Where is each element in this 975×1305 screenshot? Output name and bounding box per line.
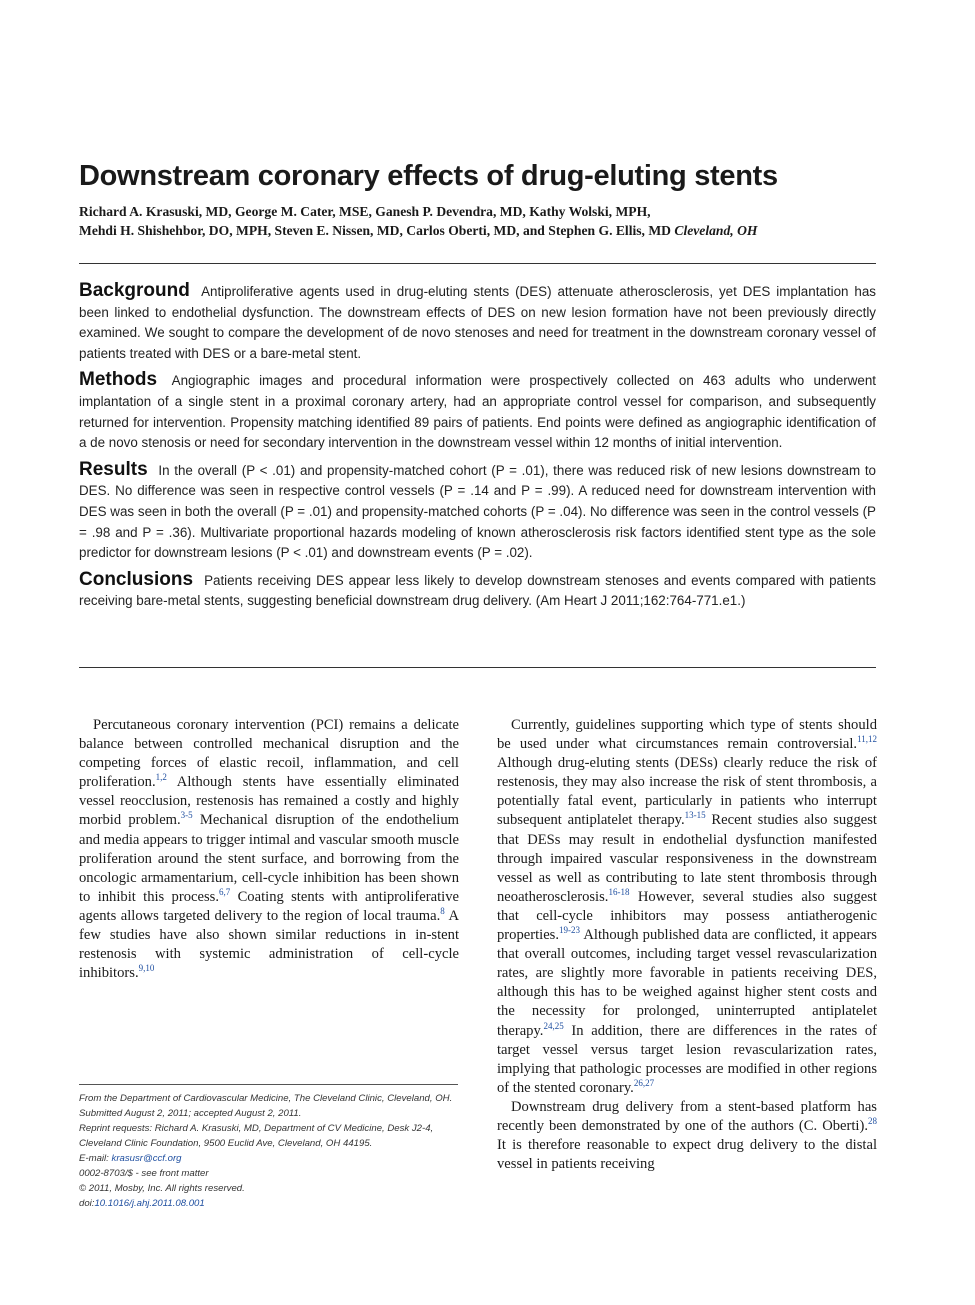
- body-text: It is therefore reasonable to expect drug delivery to the distal vessel in patients receiving: [497, 1137, 877, 1173]
- body-text: Percutaneous coronary intervention (PCI) remains a delicate balance between controlled mechanical disruption and the competing forces of elastic recoil, inflammation, and cell proliferation.: [79, 717, 459, 791]
- conclusions-text: Patients receiving DES appear less likely to develop downstream stenoses and events compared with patients receiving bare-metal stents, suggesting beneficial downstream drug delivery. (Am Heart J 2011;162:764-771.e1.): [79, 572, 876, 609]
- citation-link[interactable]: 16-18: [608, 886, 630, 897]
- results-text: In the overall (P < .01) and propensity-matched cohort (P = .01), there was reduced risk of new lesions downstream to DES. No difference was seen in respective control vessels (P = .14 and P = .99). A reduced need for downstream intervention with DES was seen in both the overall (P = .01) and propensity-matched cohorts (P = .04). No difference was seen in the control vessels (P = .98 and P = .36). Multivariate proportional hazards modeling of known atherosclerosis risk factors identified stent type as the sole predictor for downstream lesions (P < .01) and downstream events (P = .02).: [79, 462, 876, 561]
- citation-link[interactable]: 1,2: [155, 772, 167, 783]
- citation-link[interactable]: 9,10: [138, 963, 155, 974]
- methods-heading: Methods: [79, 369, 158, 391]
- affiliation-note: From the Department of Cardiovascular Medicine, The Cleveland Clinic, Cleveland, OH.: [79, 1093, 453, 1104]
- results-heading: Results: [79, 458, 148, 480]
- background-text: Antiproliferative agents used in drug-eluting stents (DES) attenuate atherosclerosis, yet DES implantation has been linked to endothelial dysfunction. The downstream effects of DES on new lesion formation have not been previously directly examined. We sought to compare the development of de novo stenoses and need for treatment in the downstream coronary vessel of patients treated with DES or a bare-metal stent.: [79, 284, 876, 361]
- doi-label: doi:: [79, 1198, 95, 1209]
- conclusions-heading: Conclusions: [79, 568, 194, 590]
- body-column-left: [79, 716, 459, 983]
- email-note: [79, 1151, 460, 1166]
- citation-link[interactable]: 6,7: [218, 886, 231, 897]
- body-text: Although published data are conflicted, it appears that overall outcomes, including target vessel revascularization rates, are slightly more favorable in patients receiving DES, although this has to be weighed against higher stent costs and the necessity for prolonged, uninterrupted antiplatelet therapy.: [497, 927, 877, 1039]
- citation-link[interactable]: 11,12: [857, 734, 877, 745]
- abstract-results: [79, 460, 876, 564]
- reprint-note: Reprint requests: Richard A. Krasuski, MD, Department of CV Medicine, Desk J2-4,: [79, 1123, 434, 1134]
- intro-paragraph-2: [497, 716, 877, 1098]
- body-column-right: [497, 716, 877, 1174]
- intro-paragraph-3: [497, 1098, 877, 1174]
- email-link[interactable]: krasusr@ccf.org: [111, 1153, 182, 1164]
- abstract-top-rule: [79, 263, 876, 264]
- authors-line-2-names: Mehdi H. Shishehbor, DO, MPH, Steven E. Nissen, MD, Carlos Oberti, MD, and Stephen G. Ellis, MD: [79, 222, 675, 238]
- body-text: Currently, guidelines supporting which type of stents should be used under what circumstances remain controversial.: [497, 717, 877, 753]
- doi-link[interactable]: 10.1016/j.ahj.2011.08.001: [94, 1198, 205, 1209]
- citation-link[interactable]: 8: [440, 906, 445, 917]
- body-text: Coating stents with antiproliferative agents allows targeted delivery to the region of local trauma.: [79, 888, 459, 924]
- issn-note: 0002-8703/$ - see front matter: [79, 1168, 209, 1179]
- doi-note: [79, 1196, 460, 1211]
- body-text: Downstream drug delivery from a stent-based platform has recently been demonstrated by one of the authors (C. Oberti).: [497, 1098, 877, 1134]
- abstract: [79, 281, 876, 618]
- body-text: In addition, there are differences in the rates of target vessel versus target lesion revascularization rates, implying that pathologic processes are modified in other regions of the stented coronary.: [497, 1022, 877, 1096]
- citation-link[interactable]: 28: [868, 1116, 877, 1127]
- authors-line-1: Richard A. Krasuski, MD, George M. Cater, MSE, Ganesh P. Devendra, MD, Kathy Wolski, MPH,: [79, 204, 651, 219]
- address-note: Cleveland Clinic Foundation, 9500 Euclid Ave, Cleveland, OH 44195.: [79, 1138, 373, 1149]
- body-text: Recent studies also suggest that DESs may result in endothelial dysfunction manifested through impaired vascular responsiveness in the downstream vessel as well as contributing to late stent thrombosis through neoatherosclerosis.: [497, 812, 877, 905]
- intro-paragraph-1: [79, 716, 459, 983]
- body-text: However, several studies also suggest that cell-cycle inhibitors may possess antiatherogenic properties.: [497, 888, 877, 944]
- abstract-background: [79, 281, 876, 364]
- body-text: A few studies have also shown similar reductions in in-stent restenosis with systemic administration of cell-cycle inhibitors.: [79, 907, 459, 982]
- authors-line-2: [79, 222, 879, 241]
- citation-link[interactable]: 13-15: [684, 810, 706, 821]
- email-label: E-mail:: [79, 1153, 112, 1164]
- abstract-bottom-rule: [79, 667, 876, 668]
- abstract-conclusions: [79, 570, 876, 612]
- body-text: Mechanical disruption of the endothelium and media appears to trigger intimal and vascular smooth muscle proliferation around the stent surface, and borrowing from the oncologic armamentarium, cell-cycle inhibition has been shown to inhibit this process.: [79, 812, 459, 905]
- citation-link[interactable]: 26,27: [633, 1077, 655, 1088]
- methods-text: Angiographic images and procedural information were prospectively collected on 463 adults who underwent implantation of a single stent in a proximal coronary artery, had an appropriate control vessel for comparison, and subsequently returned for intervention. Propensity matching identified 89 pairs of patients. End points were defined as angiographic identification of a de novo stenosis or need for secondary intervention in the downstream vessel within 12 months of initial intervention.: [79, 373, 877, 451]
- footnotes: [79, 1091, 460, 1211]
- citation-link[interactable]: 19-23: [559, 925, 581, 936]
- abstract-methods: [79, 370, 876, 453]
- footnote-rule: [79, 1084, 458, 1085]
- copyright-note: © 2011, Mosby, Inc. All rights reserved.: [79, 1183, 245, 1194]
- body-text: Although drug-eluting stents (DESs) clearly reduce the risk of restenosis, they may also increase the risk of stent thrombosis, a potentially fatal event, particularly in patients who interrupt subsequent antiplatelet therapy.: [497, 755, 877, 829]
- citation-link[interactable]: 24,25: [543, 1020, 564, 1031]
- background-heading: Background: [79, 280, 190, 301]
- article-title: Downstream coronary effects of drug-eluting stents: [79, 160, 778, 192]
- citation-link[interactable]: 3-5: [180, 810, 193, 821]
- author-location: Cleveland, OH: [674, 222, 758, 238]
- author-list: [79, 203, 879, 240]
- body-text: Although stents have essentially eliminated vessel reocclusion, restenosis has remained a costly and highly morbid problem.: [79, 774, 459, 829]
- submission-note: Submitted August 2, 2011; accepted August 2, 2011.: [79, 1108, 302, 1119]
